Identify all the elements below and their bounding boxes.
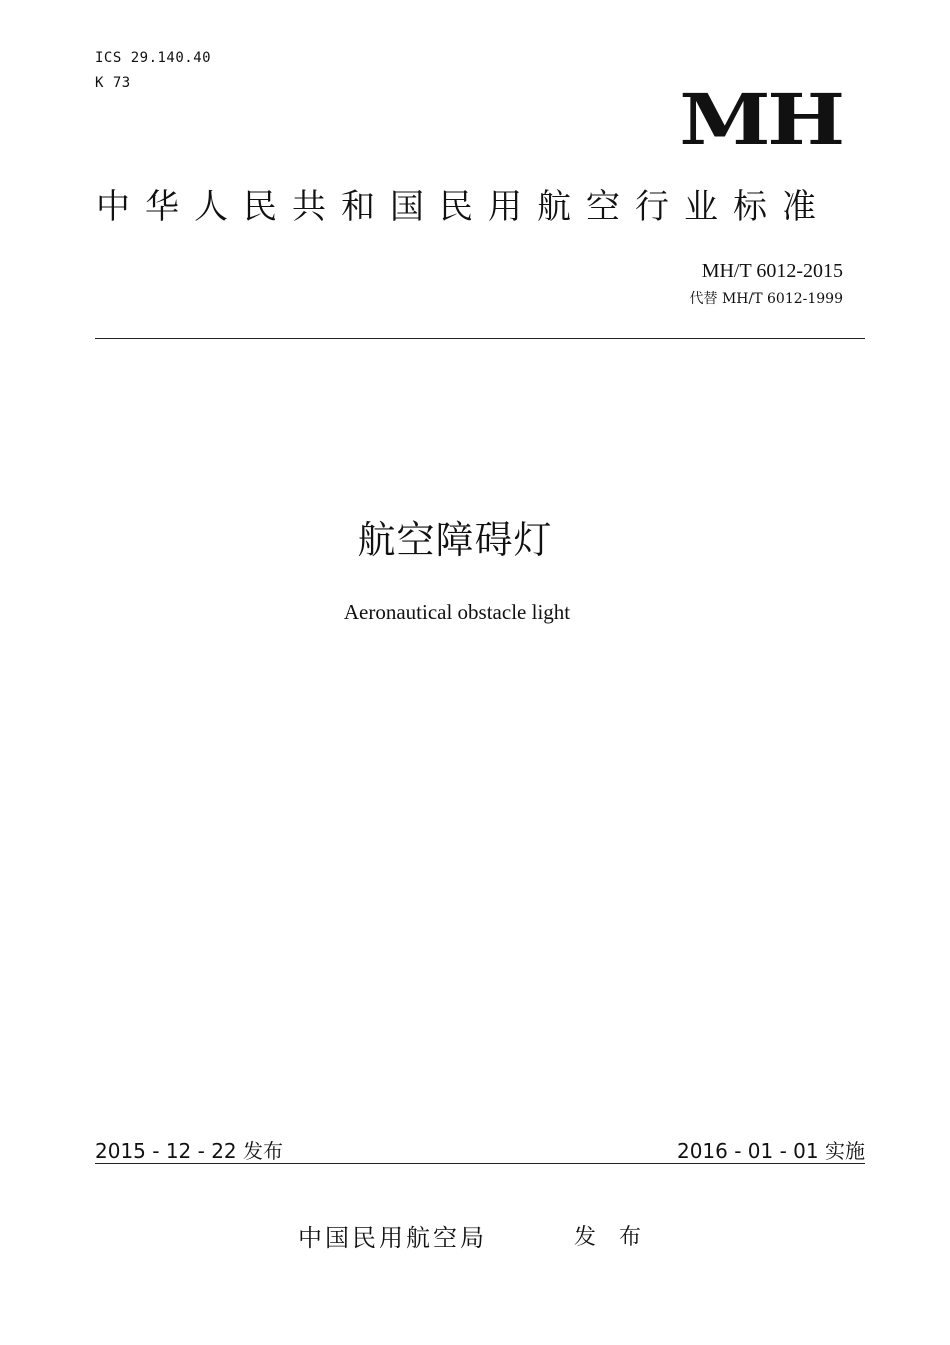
ics-code: ICS 29.140.40 — [95, 50, 212, 66]
standard-title: 中华人民共和国民用航空行业标准 — [96, 187, 831, 227]
issue-date: 2015 - 12 - 22 发布 — [95, 1139, 284, 1163]
implementation-date: 2016 - 01 - 01 实施 — [676, 1139, 865, 1163]
issuer-name: 中国民用航空局 — [298, 1224, 487, 1252]
footer-divider — [95, 1163, 865, 1164]
document-title-chinese: 航空障碍灯 — [357, 518, 553, 562]
standard-number: MH/T 6012-2015 — [701, 260, 843, 282]
publish-label: 发 布 — [574, 1225, 649, 1250]
document-title-english: Aeronautical obstacle light — [343, 600, 571, 624]
replaces-standard: 代替 MH/T 6012-1999 — [689, 291, 843, 307]
classification-code: K 73 — [95, 75, 131, 91]
header-divider — [95, 338, 865, 339]
mh-logo: MH — [679, 78, 842, 161]
